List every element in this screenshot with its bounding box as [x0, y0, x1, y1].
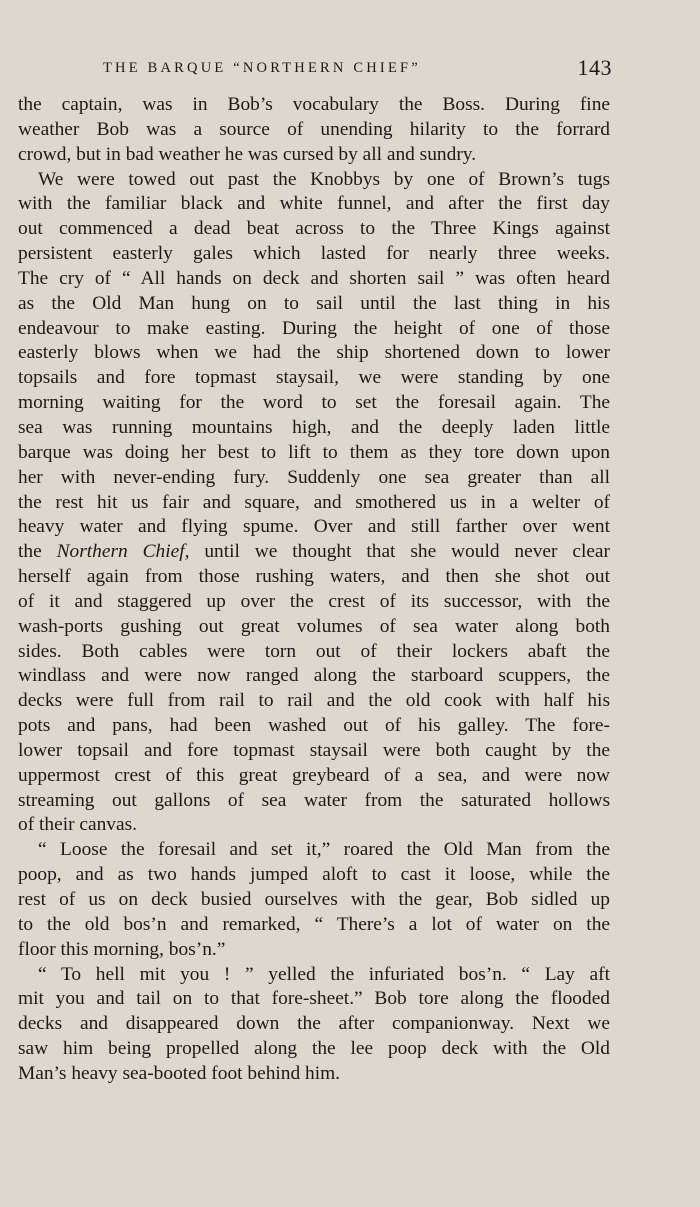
text-line: “ To hell mit you ! ” yelled the infuriated bos’n. “ Lay aft [38, 963, 610, 985]
text-line: decks and disappeared down the after companionway. Next we [18, 1013, 610, 1035]
text-line: rest of us on deck busied ourselves with the gear, Bob sidled up [18, 889, 610, 910]
text-line: wash-ports gushing out great volumes of sea water along both [18, 615, 610, 637]
text-line: barque was doing her best to lift to them as they tore down upon [18, 441, 610, 463]
text-line: heavy water and flying spume. Over and still farther over went [18, 516, 610, 538]
text-line: poop, and as two hands jumped aloft to cast it loose, while the [18, 864, 610, 886]
text-line: sea was running mountains high, and the deeply laden little [18, 416, 610, 438]
text-line: uppermost crest of this great greybeard of a sea, and were now [18, 764, 610, 786]
text-line: the rest hit us fair and square, and smothered us in a welter of [18, 491, 610, 513]
page-header [18, 55, 612, 82]
text-line: crowd, but in bad weather he was cursed by all and sundry. [18, 143, 477, 165]
body-text [18, 93, 610, 1087]
text-line: of it and staggered up over the crest of its successor, with the [18, 590, 610, 612]
text-line: persistent easterly gales which lasted for nearly three weeks. [18, 243, 610, 265]
line-prefix: the [18, 541, 42, 563]
text-line: herself again from those rushing waters, and then she shot out [18, 566, 610, 588]
text-line: “ Loose the foresail and set it,” roared the Old Man from the [38, 839, 610, 861]
text-line: out commenced a dead beat across to the Three Kings against [18, 218, 610, 240]
text-line: as the Old Man hung on to sail until the last thing in his [18, 292, 610, 314]
text-line: sides. Both cables were torn out of their lockers abaft the [18, 640, 610, 662]
text-line-with-ship-name [18, 540, 610, 565]
text-line: The cry of “ All hands on deck and shorten sail ” was often heard [18, 267, 610, 289]
text-line: weather Bob was a source of unending hilarity to the forrard [18, 118, 610, 140]
line-rest: until we thought that she would never clear [204, 541, 610, 563]
text-line: streaming out gallons of sea water from the saturated hollows [18, 789, 610, 811]
text-line: topsails and fore topmast staysail, we were standing by one [18, 367, 610, 389]
text-line: her with never-ending fury. Suddenly one sea greater than all [18, 466, 610, 488]
text-line: morning waiting for the word to set the foresail again. The [18, 392, 610, 414]
text-line: We were towed out past the Knobbys by one of Brown’s tugs [38, 168, 610, 190]
text-line: decks were full from rail to rail and the old cook with half his [18, 690, 610, 712]
text-line: to the old bos’n and remarked, “ There’s a lot of water on the [18, 913, 610, 935]
text-line: mit you and tail on to that fore-sheet.” Bob tore along the flooded [18, 988, 610, 1010]
text-line: lower topsail and fore topmast staysail were both caught by the [18, 739, 610, 761]
page-number: 143 [577, 55, 612, 80]
text-line: with the familiar black and white funnel, and after the first day [18, 193, 610, 215]
text-line: saw him being propelled along the lee poop deck with the Old [18, 1038, 610, 1060]
text-line: endeavour to make easting. During the height of one of those [18, 317, 610, 339]
text-line: the captain, was in Bob’s vocabulary the Boss. During fine [18, 94, 610, 115]
text-line: floor this morning, bos’n.” [18, 938, 226, 960]
running-head: THE BARQUE “NORTHERN CHIEF” [103, 60, 421, 76]
text-line: of their canvas. [18, 814, 137, 836]
text-line: pots and pans, had been washed out of his galley. The fore- [18, 715, 610, 737]
ship-name: Northern Chief, [56, 541, 190, 563]
text-line: easterly blows when we had the ship shortened down to lower [18, 342, 610, 364]
text-line: windlass and were now ranged along the starboard scuppers, the [18, 665, 610, 687]
text-line: Man’s heavy sea-booted foot behind him. [18, 1062, 341, 1084]
